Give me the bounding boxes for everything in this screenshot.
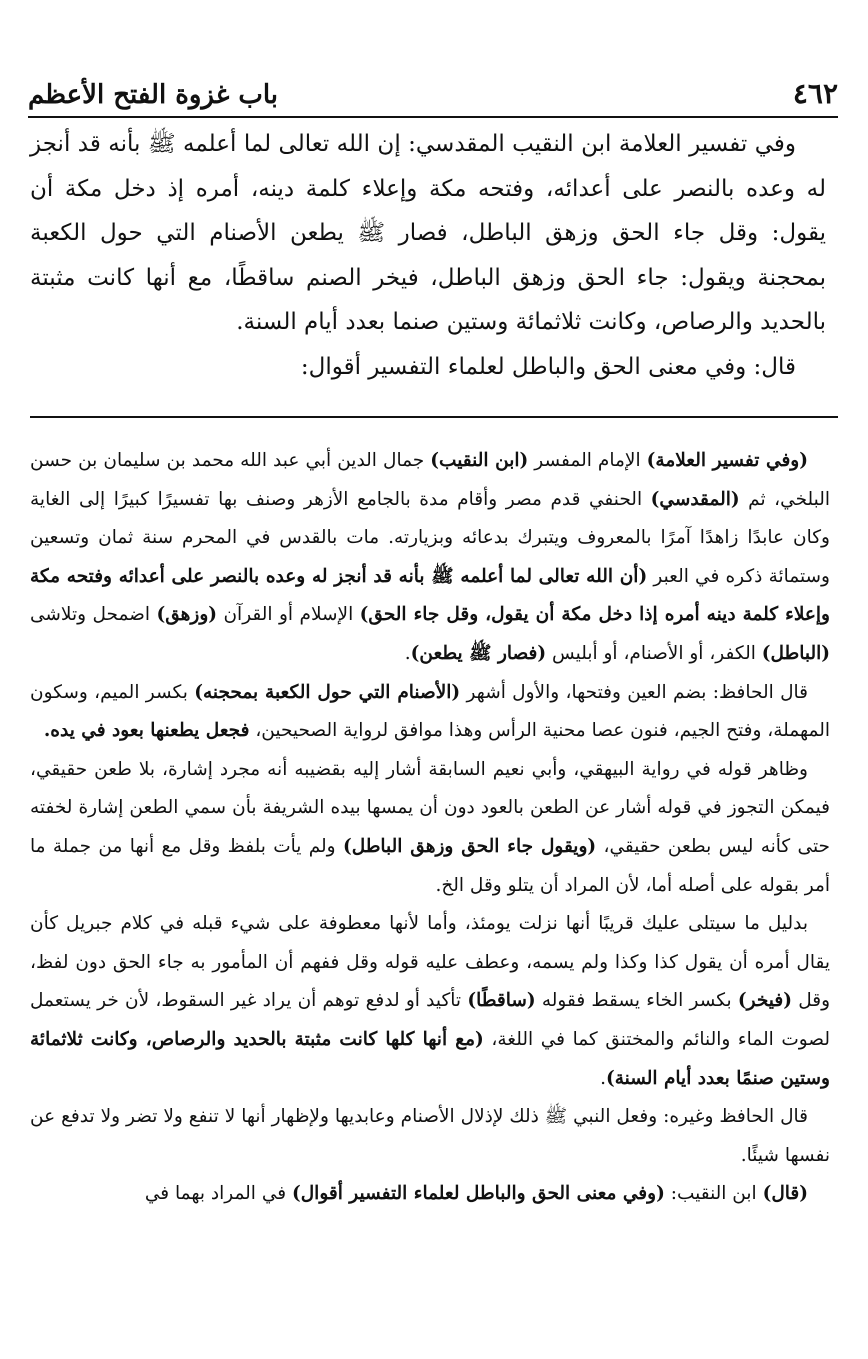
commentary-text: بدليل ما سيتلى عليك قريبًا أنها نزلت يومئذ، وأما لأنها معطوفة على شيء قبله في كلام جبريل كأن يقال أمره أن يقول كذا وكذا ولم يسمه، وعطف عليه قوله وقل ففهم أن المأمور به جاء الحق دون لفظ، وقل [30, 913, 831, 1012]
commentary-text: الكفر، أو الأصنام، أو أبليس [546, 642, 762, 664]
page-header [28, 66, 838, 118]
quoted-text: (ساقطًا) [467, 990, 536, 1012]
commentary-paragraph [30, 905, 830, 1098]
commentary-text: . [404, 642, 411, 664]
commentary-text: قال الحافظ: بضم العين وفتحها، والأول أشهر [460, 681, 809, 703]
quoted-text: (ويقول جاء الحق وزهق الباطل) [342, 835, 597, 857]
quoted-text: (وزهق) [156, 604, 218, 626]
commentary-text: الإسلام أو القرآن [217, 604, 360, 626]
commentary-text: جمال الدين أبي عبد الله محمد بن سليمان بن حسن البلخي، ثم [30, 450, 830, 510]
quoted-text: (وفي تفسير العلامة) [646, 450, 808, 471]
quoted-text: فجعل يطعنها بعود في يده. [43, 720, 250, 742]
commentary-text: قال الحافظ وغيره: وفعل النبي ﷺ ذلك لإذلال الأصنام وعابديها ولإظهار أنها لا تنفع ولا تضر ولا تدفع عن نفسها شيئًا. [30, 1106, 830, 1166]
main-paragraph: وفي تفسير العلامة ابن النقيب المقدسي: إن الله تعالى لما أعلمه ﷺ بأنه قد أنجز له وعده بالنصر على أعدائه، وفتحه مكة وإعلاء كلمة دينه، أمره إذ دخل مكة أن يقول: وقل جاء الحق وزهق الباطل، فصار ﷺ يطعن الأصنام التي حول الكعبة بمحجنة ويقول: جاء الحق وزهق الباطل، فيخر الصنم ساقطًا، مع أنها كانت مثبتة بالحديد والرصاص، وكانت ثلاثمائة وستين صنما بعدد أيام السنة. [30, 131, 826, 335]
quoted-text: (أن الله تعالى لما أعلمه ﷺ بأنه قد أنجز له وعده بالنصر على أعدائه وفتحه مكة وإعلاء كلمة دينه أمره إذا دخل مكة أن يقول، وقل جاء الحق) [30, 565, 830, 626]
commentary-text: بكسر الخاء يسقط فقوله [535, 990, 738, 1012]
main-paragraph-quote: قال: وفي معنى الحق والباطل لعلماء التفسير أقوال: [300, 353, 796, 380]
commentary-paragraph [30, 674, 830, 751]
footnote-divider [30, 416, 838, 418]
quoted-text: (المقدسي) [650, 488, 740, 510]
page-number: ٤٦٢ [792, 77, 838, 110]
commentary-text: ولم يأت بلفظ وقل مع أنها من جملة ما أمر بقوله على أصله أما، لأن المراد أن يتلو وقل الخ. [30, 835, 830, 896]
commentary-text: ابن النقيب: [664, 1183, 763, 1205]
quoted-text: (مع أنها كلها كانت مثبتة بالحديد والرصاص، وكانت ثلاثمائة وستين صنمًا بعدد أيام السنة) [30, 1028, 830, 1089]
commentary-text: الحنفي قدم مصر وأقام مدة بالجامع الأزهر وصنف بها تفسيرًا كبيرًا إلى الغاية وكان عابدًا زاهدًا آمرًا بالمعروف ويتبرك بدعائه وبزيارته. مات بالقدس في المحرم سنة ثمان وتسعين وستمائة ذكره في العبر [30, 488, 830, 587]
commentary-text: في المراد بهما في [144, 1183, 292, 1205]
chapter-title: باب غزوة الفتح الأعظم [28, 80, 279, 110]
quoted-text: (ابن النقيب) [430, 450, 529, 471]
commentary-paragraph [30, 442, 830, 674]
commentary-text: تأكيد أو لدفع توهم أن يراد غير السقوط، لأن خر يستعمل لصوت الماء والنائم والمختنق كما في اللغة، [30, 990, 830, 1050]
commentary-paragraph [30, 1175, 830, 1214]
commentary-paragraph [30, 1098, 830, 1175]
commentary-text: . [600, 1067, 606, 1089]
commentary-text: الإمام المفسر [528, 450, 647, 471]
main-text [30, 122, 826, 389]
quoted-text: (وفي معنى الحق والباطل لعلماء التفسير أقوال) [291, 1183, 665, 1205]
quoted-text: (قال) [762, 1183, 808, 1205]
commentary-text: بكسر الميم، وسكون المهملة، وفتح الجيم، فنون عصا محنية الرأس وهذا موافق لرواية الصحيحين، [30, 681, 830, 742]
quoted-text: (الباطل) [761, 642, 830, 664]
quoted-text: (فصار ﷺ يطعن) [410, 642, 547, 664]
commentary-text: وظاهر قوله في رواية البيهقي، وأبي نعيم السابقة أشار إليه بقضيبه أنه مجرد إشارة، بلا طعن حقيقي، فيمكن التجوز في قوله أشار عن الطعن بالعود دون أن يمسها بيده الشريفة بأن سمي الطعن إشارة لخفته حتى كأنه ليس بطعن حقيقي، [30, 758, 830, 857]
commentary-section [30, 442, 830, 1214]
commentary-text: اضمحل وتلاشى [30, 604, 157, 626]
quoted-text: (فيخر) [737, 990, 792, 1012]
commentary-paragraph [30, 751, 830, 905]
quoted-text: (الأصنام التي حول الكعبة بمحجنه) [194, 681, 461, 703]
